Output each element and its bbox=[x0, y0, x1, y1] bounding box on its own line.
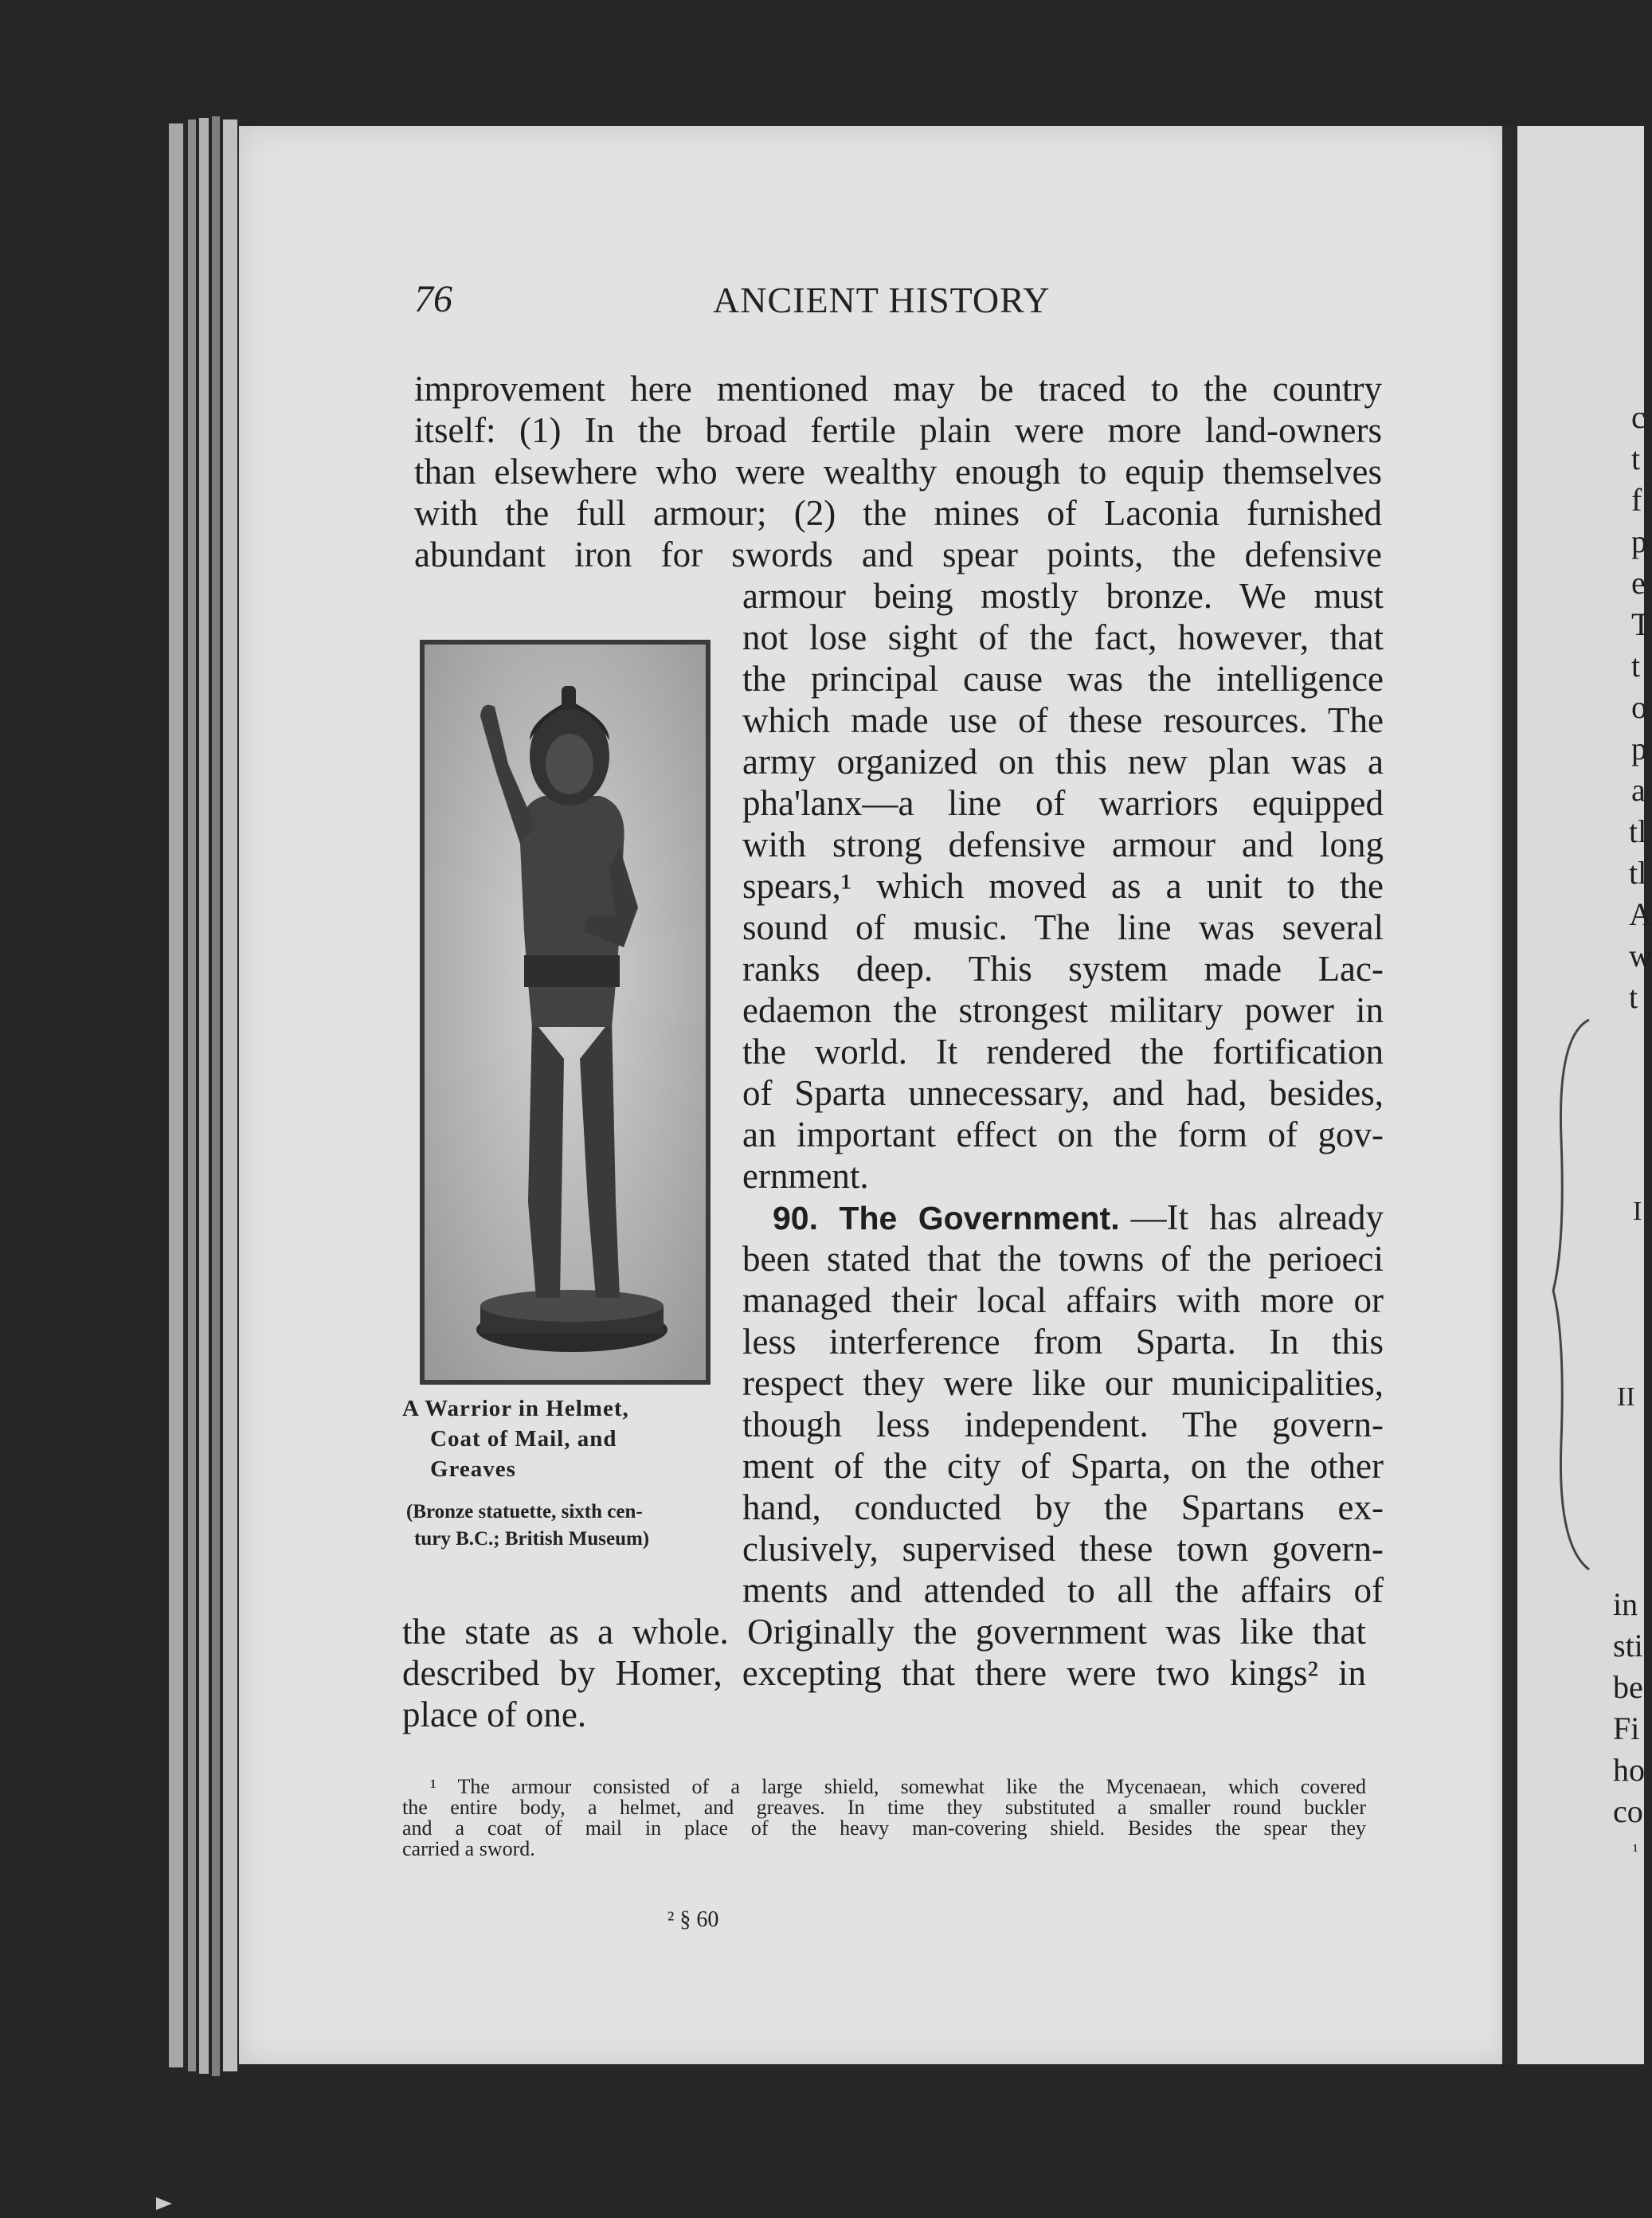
body-line: sound of music. The line was several bbox=[742, 907, 1384, 947]
footnote-2: ² § 60 bbox=[667, 1907, 719, 1932]
pointer-icon bbox=[156, 2197, 172, 2210]
right-page-fragment: tl bbox=[1629, 813, 1647, 849]
body-line: ranks deep. This system made Lac- bbox=[742, 949, 1384, 989]
page-stack-edge bbox=[199, 118, 209, 2074]
body-line: less interference from Sparta. In this bbox=[742, 1322, 1384, 1362]
body-line: with strong defensive armour and long bbox=[742, 825, 1384, 864]
section-heading-line bbox=[773, 1197, 1384, 1239]
running-title: ANCIENT HISTORY bbox=[713, 280, 1051, 320]
right-page-fragment: A bbox=[1629, 896, 1652, 932]
body-line: which made use of these resources. The bbox=[742, 700, 1384, 740]
body-line: than elsewhere who were wealthy enough to equip themselves bbox=[414, 452, 1382, 492]
right-page-fragment: e bbox=[1631, 565, 1646, 601]
footnote-line: ¹ The armour consisted of a large shield, somewhat like the Mycenaean, which covered bbox=[430, 1775, 1366, 1798]
right-page-fragment: a bbox=[1631, 772, 1646, 808]
body-line: abundant iron for swords and spear points, the defensive bbox=[414, 535, 1382, 574]
body-line: the principal cause was the intelligence bbox=[742, 659, 1384, 699]
body-line: pha'lanx—a line of warriors equipped bbox=[742, 783, 1384, 823]
right-page-fragment: w bbox=[1629, 938, 1652, 974]
figure-subcaption-line: tury B.C.; British Museum) bbox=[414, 1528, 650, 1550]
right-page-fragment: ¹ bbox=[1633, 1840, 1638, 1860]
right-page-fragment: sti bbox=[1613, 1628, 1643, 1664]
body-line: an important effect on the form of gov- bbox=[742, 1115, 1384, 1154]
section-heading: 90. The Government. bbox=[773, 1200, 1120, 1236]
body-line: the state as a whole. Originally the government was like that bbox=[402, 1612, 1366, 1652]
body-line: improvement here mentioned may be traced to the country bbox=[414, 369, 1382, 409]
right-page-fragment: tl bbox=[1629, 855, 1647, 891]
curly-brace bbox=[1549, 1020, 1597, 1577]
section-heading-text: —It has already bbox=[1130, 1197, 1384, 1237]
page-stack-edge bbox=[212, 116, 220, 2076]
right-page-fragment: Fi bbox=[1613, 1711, 1640, 1746]
body-line: edaemon the strongest military power in bbox=[742, 990, 1384, 1030]
figure-subcaption-line: (Bronze statuette, sixth cen- bbox=[406, 1501, 643, 1522]
body-line: clusively, supervised these town govern- bbox=[742, 1529, 1384, 1569]
right-page-fragment: T bbox=[1631, 606, 1651, 642]
right-page-fragment: c bbox=[1631, 399, 1646, 435]
right-page-label: I bbox=[1633, 1197, 1642, 1226]
page-stack-edge bbox=[169, 123, 183, 2067]
body-line: managed their local affairs with more or bbox=[742, 1280, 1384, 1320]
body-line: spears,¹ which moved as a unit to the bbox=[742, 866, 1384, 906]
right-page-fragment: t bbox=[1629, 979, 1638, 1015]
body-line: army organized on this new plan was a bbox=[742, 742, 1384, 782]
body-line: itself: (1) In the broad fertile plain were more land-owners bbox=[414, 410, 1382, 450]
body-line: though less independent. The govern- bbox=[742, 1405, 1384, 1444]
body-line: not lose sight of the fact, however, that bbox=[742, 617, 1384, 657]
statuette-image bbox=[425, 645, 706, 1380]
figure-caption-line: Coat of Mail, and bbox=[430, 1426, 617, 1452]
right-page-label: II bbox=[1617, 1382, 1635, 1412]
right-page-fragment: f bbox=[1631, 482, 1642, 518]
right-page-fragment: in bbox=[1613, 1586, 1638, 1622]
right-page-fragment: co bbox=[1613, 1793, 1643, 1829]
right-page-fragment: p bbox=[1631, 731, 1647, 766]
right-page-fragment: p bbox=[1631, 523, 1647, 559]
body-line: with the full armour; (2) the mines of Laconia furnished bbox=[414, 493, 1382, 533]
figure-caption-line: Greaves bbox=[430, 1456, 516, 1482]
page-stack-edge bbox=[188, 120, 196, 2071]
body-line: of Sparta unnecessary, and had, besides, bbox=[742, 1073, 1384, 1113]
body-line: hand, conducted by the Spartans ex- bbox=[742, 1487, 1384, 1527]
right-page-fragment: ho bbox=[1613, 1752, 1645, 1788]
body-line: the world. It rendered the fortification bbox=[742, 1032, 1384, 1072]
warrior-statuette-photo bbox=[420, 640, 711, 1385]
body-line: been stated that the towns of the perioeci bbox=[742, 1239, 1384, 1279]
right-page-fragment: o bbox=[1631, 689, 1647, 725]
body-line: place of one. bbox=[402, 1695, 587, 1734]
body-line: respect they were like our municipalities, bbox=[742, 1363, 1384, 1403]
page-stack-edge bbox=[223, 120, 237, 2071]
body-line: described by Homer, excepting that there were two kings² in bbox=[402, 1653, 1366, 1693]
right-page-fragment: t bbox=[1631, 441, 1641, 476]
body-line: armour being mostly bronze. We must bbox=[742, 576, 1384, 616]
footnote-line: the entire body, a helmet, and greaves. In time they substituted a smaller round buckler bbox=[402, 1796, 1366, 1819]
body-line: ernment. bbox=[742, 1156, 869, 1196]
right-page-fragment: be bbox=[1613, 1669, 1643, 1705]
page-number: 76 bbox=[414, 278, 452, 320]
footnote-line: carried a sword. bbox=[402, 1837, 535, 1860]
body-line: ment of the city of Sparta, on the other bbox=[742, 1446, 1384, 1486]
figure-caption-line: A Warrior in Helmet, bbox=[402, 1396, 629, 1421]
footnote-line: and a coat of mail in place of the heavy man-covering shield. Besides the spear they bbox=[402, 1816, 1366, 1840]
right-page-fragment: t bbox=[1631, 648, 1641, 684]
body-line: ments and attended to all the affairs of bbox=[742, 1570, 1384, 1610]
